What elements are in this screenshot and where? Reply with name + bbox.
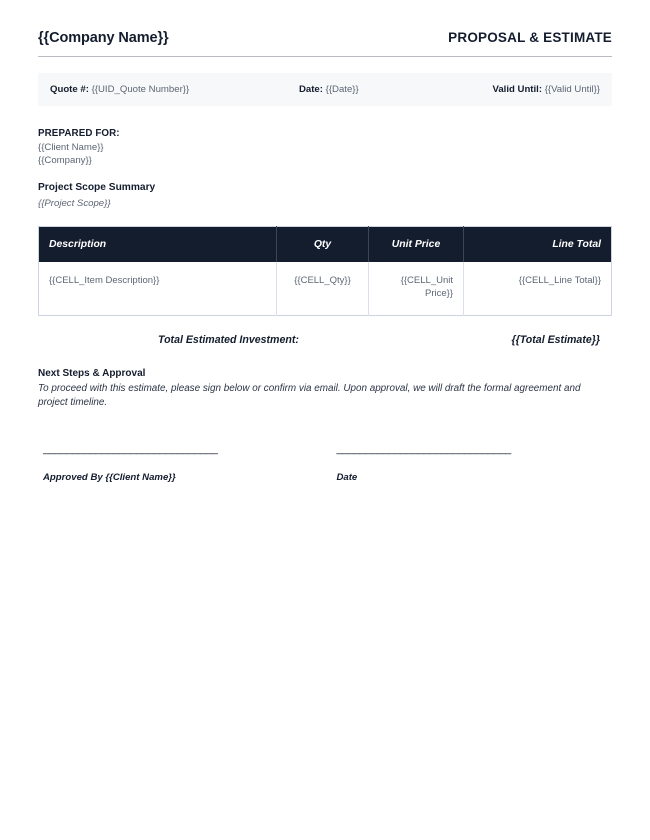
header-divider	[38, 56, 612, 57]
column-header-line-total: Line Total	[464, 227, 612, 263]
table-head	[39, 227, 612, 263]
next-steps-block	[38, 368, 612, 410]
signature-caption-date: Date	[336, 471, 358, 483]
column-header-qty: Qty	[277, 227, 369, 263]
signature-row	[38, 443, 612, 483]
valid-until-value: {{Valid Until}}	[544, 84, 600, 95]
signature-block-date	[327, 443, 612, 483]
project-scope-block	[38, 182, 612, 209]
cell-item-description: {{CELL_Item Description}}	[39, 262, 277, 315]
quote-meta-bar	[38, 73, 612, 106]
table-header-row	[39, 227, 612, 263]
line-items-table	[38, 226, 612, 316]
valid-until-field	[492, 84, 600, 95]
document-title: PROPOSAL & ESTIMATE	[448, 30, 612, 45]
cell-qty: {{CELL_Qty}}	[277, 262, 369, 315]
signature-line-approved-by[interactable]: ______________________________	[43, 442, 218, 455]
signature-line-date[interactable]: ______________________________	[336, 442, 511, 455]
total-row	[38, 334, 612, 346]
project-scope-text: {{Project Scope}}	[38, 198, 111, 209]
prepared-for-block	[38, 128, 612, 167]
next-steps-heading: Next Steps & Approval	[38, 367, 146, 379]
quote-number-value: {{UID_Quote Number}}	[91, 84, 190, 95]
quote-date-value: {{Date}}	[325, 84, 359, 95]
signature-caption-approved-by: Approved By {{Client Name}}	[43, 471, 176, 483]
signature-block-approved-by	[43, 443, 327, 483]
next-steps-text: To proceed with this estimate, please sign below or confirm via email. Upon approval, we will draft the formal agreement and project timeline.	[38, 382, 581, 408]
company-name: {{Company Name}}	[38, 30, 169, 46]
project-scope-heading: Project Scope Summary	[38, 182, 156, 193]
quote-date-label: Date:	[298, 84, 323, 95]
client-company: {{Company}}	[38, 155, 92, 166]
total-label: Total Estimated Investment:	[158, 333, 299, 346]
client-name: {{Client Name}}	[38, 142, 104, 153]
quote-date-field	[189, 84, 492, 95]
document-header	[38, 0, 612, 46]
total-value: {{Total Estimate}}	[511, 333, 600, 346]
column-header-description: Description	[39, 227, 277, 263]
column-header-unit-price: Unit Price	[369, 227, 464, 263]
prepared-for-label: PREPARED FOR:	[38, 128, 120, 139]
table-row	[39, 262, 612, 315]
valid-until-label: Valid Until:	[492, 84, 543, 95]
quote-number-field	[50, 84, 189, 95]
cell-line-total: {{CELL_Line Total}}	[464, 262, 612, 315]
table-body	[39, 262, 612, 315]
quote-number-label: Quote #:	[50, 84, 89, 95]
cell-unit-price: {{CELL_Unit Price}}	[369, 262, 464, 315]
